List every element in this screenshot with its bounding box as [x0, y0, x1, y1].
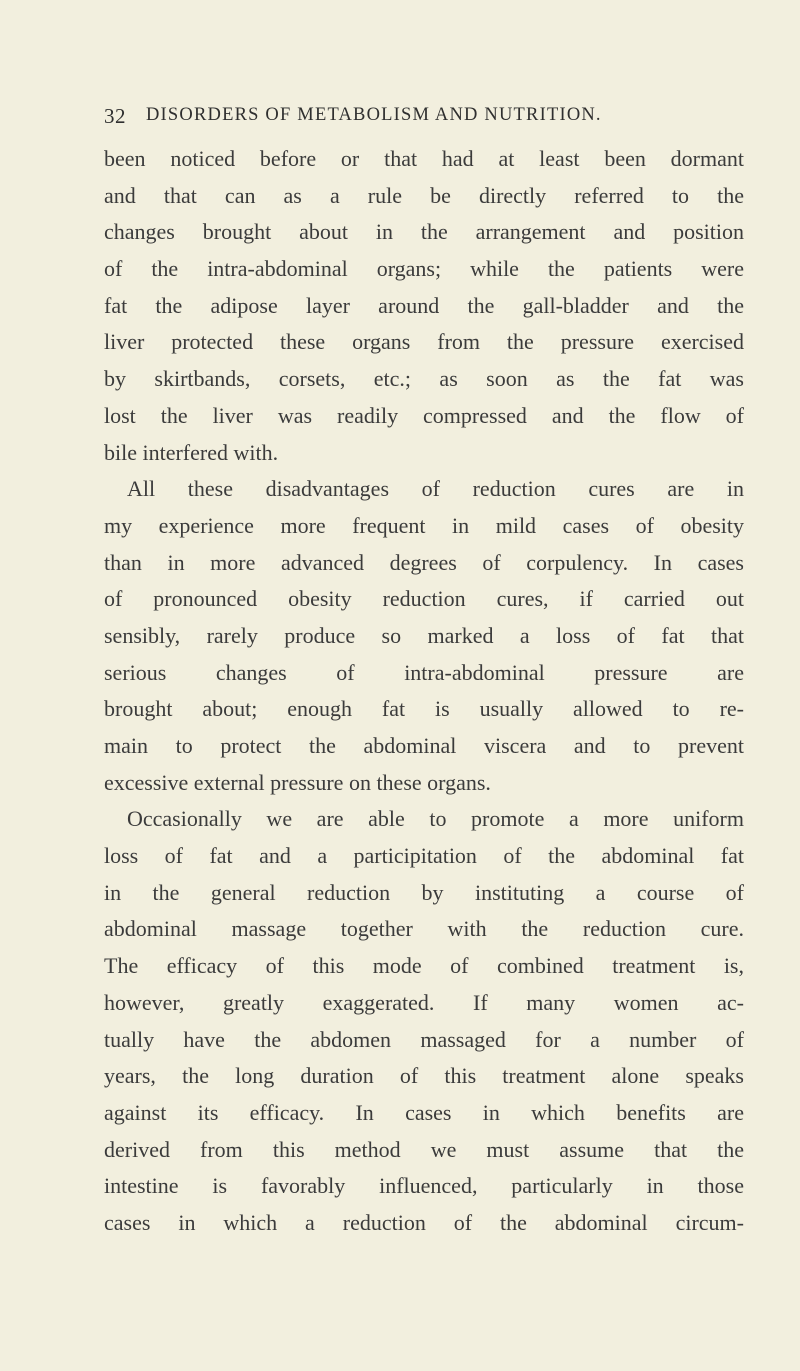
text-line: brought about; enough fat is usually allowed to re-: [104, 696, 744, 722]
text-line: main to protect the abdominal viscera and to prevent: [104, 733, 744, 758]
text-line: serious changes of intra-abdominal pressure are: [104, 659, 744, 685]
text-line: excessive external pressure on these organs.: [104, 769, 491, 795]
text-line: intestine is favorably influenced, particularly in those: [104, 1173, 744, 1199]
text-line: changes brought about in the arrangement and position: [104, 219, 744, 245]
text-line: sensibly, rarely produce so marked a loss of fat that: [104, 622, 744, 648]
text-line: fat the adipose layer around the gall-bladder and the: [104, 292, 744, 318]
text-line: however, greatly exaggerated. If many women ac-: [104, 989, 744, 1015]
text-line: Occasionally we are able to promote a more uniform: [127, 806, 744, 832]
text-line: liver protected these organs from the pressure exercised: [104, 329, 744, 355]
text-line: and that can as a rule be directly referred to the: [104, 182, 744, 208]
text-line: of pronounced obesity reduction cures, if carried out: [104, 586, 744, 612]
text-line: tually have the abdomen massaged for a number of: [104, 1026, 744, 1052]
text-line: cases in which a reduction of the abdominal circum-: [104, 1209, 744, 1235]
text-line: bile interfered with.: [104, 439, 279, 465]
page-number: 32: [104, 104, 126, 128]
text-line: in the general reduction by instituting a course of: [104, 879, 744, 905]
text-line: loss of fat and a participitation of the abdominal fat: [104, 843, 744, 869]
text-line: The efficacy of this mode of combined treatment is,: [104, 953, 744, 979]
text-line: abdominal massage together with the reduction cure.: [104, 916, 744, 942]
text-line: than in more advanced degrees of corpulency. In cases: [104, 549, 744, 575]
text-line: derived from this method we must assume that the: [104, 1136, 744, 1162]
text-line: been noticed before or that had at least been dormant: [104, 146, 744, 171]
text-line: by skirtbands, corsets, etc.; as soon as the fat was: [104, 366, 744, 392]
text-line: lost the liver was readily compressed and the flow of: [104, 402, 744, 428]
text-line: years, the long duration of this treatment alone speaks: [104, 1063, 744, 1089]
text-line: of the intra-abdominal organs; while the patients were: [104, 256, 744, 282]
running-head-title: DISORDERS OF METABOLISM AND NUTRITION.: [146, 105, 602, 125]
text-line: my experience more frequent in mild cases of obesity: [104, 512, 744, 538]
text-line: against its efficacy. In cases in which benefits are: [104, 1099, 744, 1125]
running-head: [104, 104, 704, 132]
body-text: [104, 141, 744, 1242]
text-line: All these disadvantages of reduction cures are in: [127, 476, 744, 502]
